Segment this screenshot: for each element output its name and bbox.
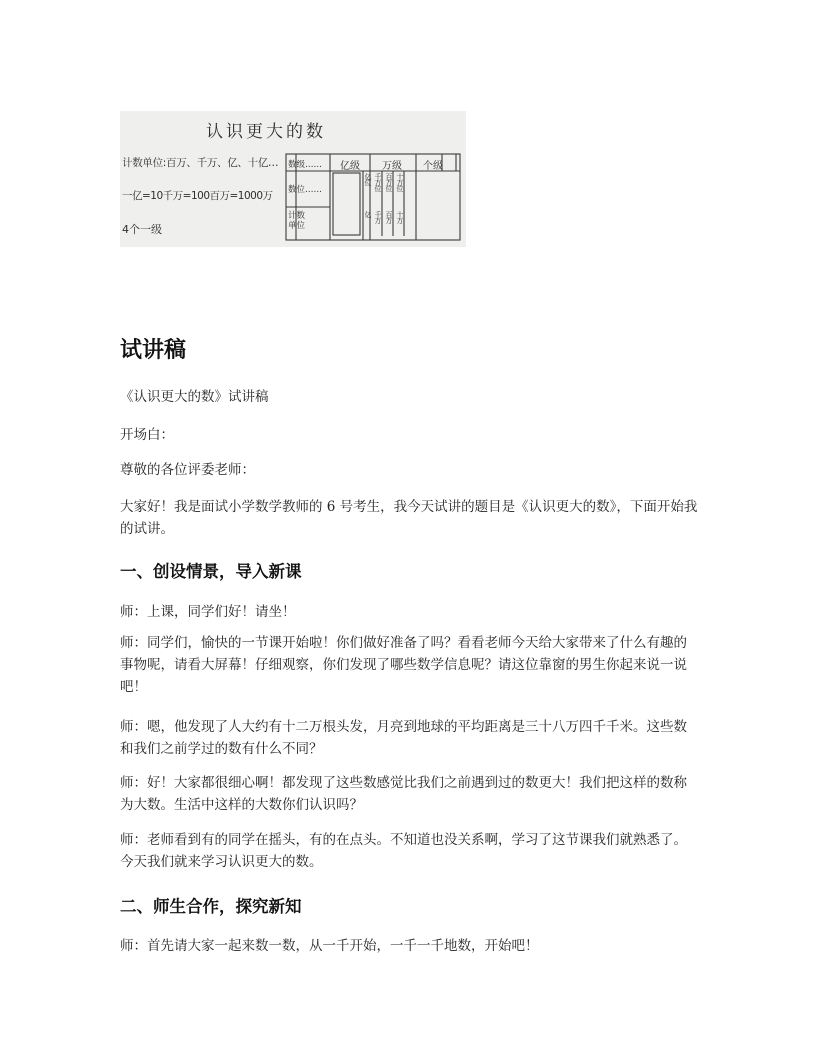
board-line-units: 计数单位:百万、千万、亿、十亿…	[122, 157, 279, 169]
section-heading-1: 一、创设情景，导入新课	[120, 562, 302, 581]
board-title: 认识更大的数	[206, 122, 326, 142]
board-row-places: 数位……	[288, 185, 323, 195]
board-unit: 亿	[364, 211, 372, 217]
opening-label: 开场白：	[120, 427, 174, 443]
paragraph: 师：首先请大家一起来数一数，从一千开始，一千一千地数，开始吧！	[120, 938, 539, 954]
board-unit: 十万	[396, 211, 404, 223]
board-place: 亿位	[364, 173, 372, 185]
paragraph: 师：同学们，愉快的一节课开始啦！你们做好准备了吗？看看老师今天给大家带来了什么有趣的事物呢，请看大屏幕！仔细观察，你们发现了哪些数学信息呢？请这位靠窗的男生你起来说一说吧！	[120, 635, 687, 695]
board-line-conversion: 一亿=10千万=100百万=1000万	[122, 190, 273, 202]
board-header-ge: 个级	[423, 161, 443, 172]
board-unit: 百万	[385, 211, 393, 223]
paragraph: 师：好！大家都很细心啊！都发现了这些数感觉比我们之前遇到过的数更大！我们把这样的数称为大数。生活中这样的大数你们认识吗？	[120, 775, 687, 813]
lesson-subtitle: 《认识更大的数》试讲稿	[120, 389, 269, 405]
board-header-wan: 万级	[382, 161, 402, 172]
board-row-units: 计数单位	[288, 211, 306, 231]
intro-paragraph: 大家好！我是面试小学数学教师的 6 号考生，我今天试讲的题目是《认识更大的数》，下面开始我的试讲。	[120, 499, 698, 537]
paragraph: 师：老师看到有的同学在摇头，有的在点头。不知道也没关系啊，学习了这节课我们就熟悉了。今天我们就来学习认识更大的数。	[120, 832, 687, 870]
section-heading-2: 二、师生合作，探究新知	[120, 897, 302, 916]
board-header-yi: 亿级	[340, 161, 360, 172]
document-title: 试讲稿	[120, 338, 187, 363]
board-unit: 千万	[374, 211, 382, 223]
board-place: 千万位	[374, 173, 382, 191]
board-place: 百万位	[385, 173, 393, 191]
paragraph: 师：嗯，他发现了人大约有十二万根头发，月亮到地球的平均距离是三十八万四千千米。这些数和我们之前学过的数有什么不同？	[120, 719, 687, 757]
board-line-levels: 4个一级	[122, 223, 162, 236]
greeting: 尊敬的各位评委老师：	[120, 462, 255, 478]
paragraph: 师：上课，同学们好！请坐！	[120, 604, 296, 620]
board-place: 十万位	[396, 173, 404, 191]
board-photo	[120, 111, 466, 247]
board-row-digits: 数级……	[288, 160, 323, 170]
